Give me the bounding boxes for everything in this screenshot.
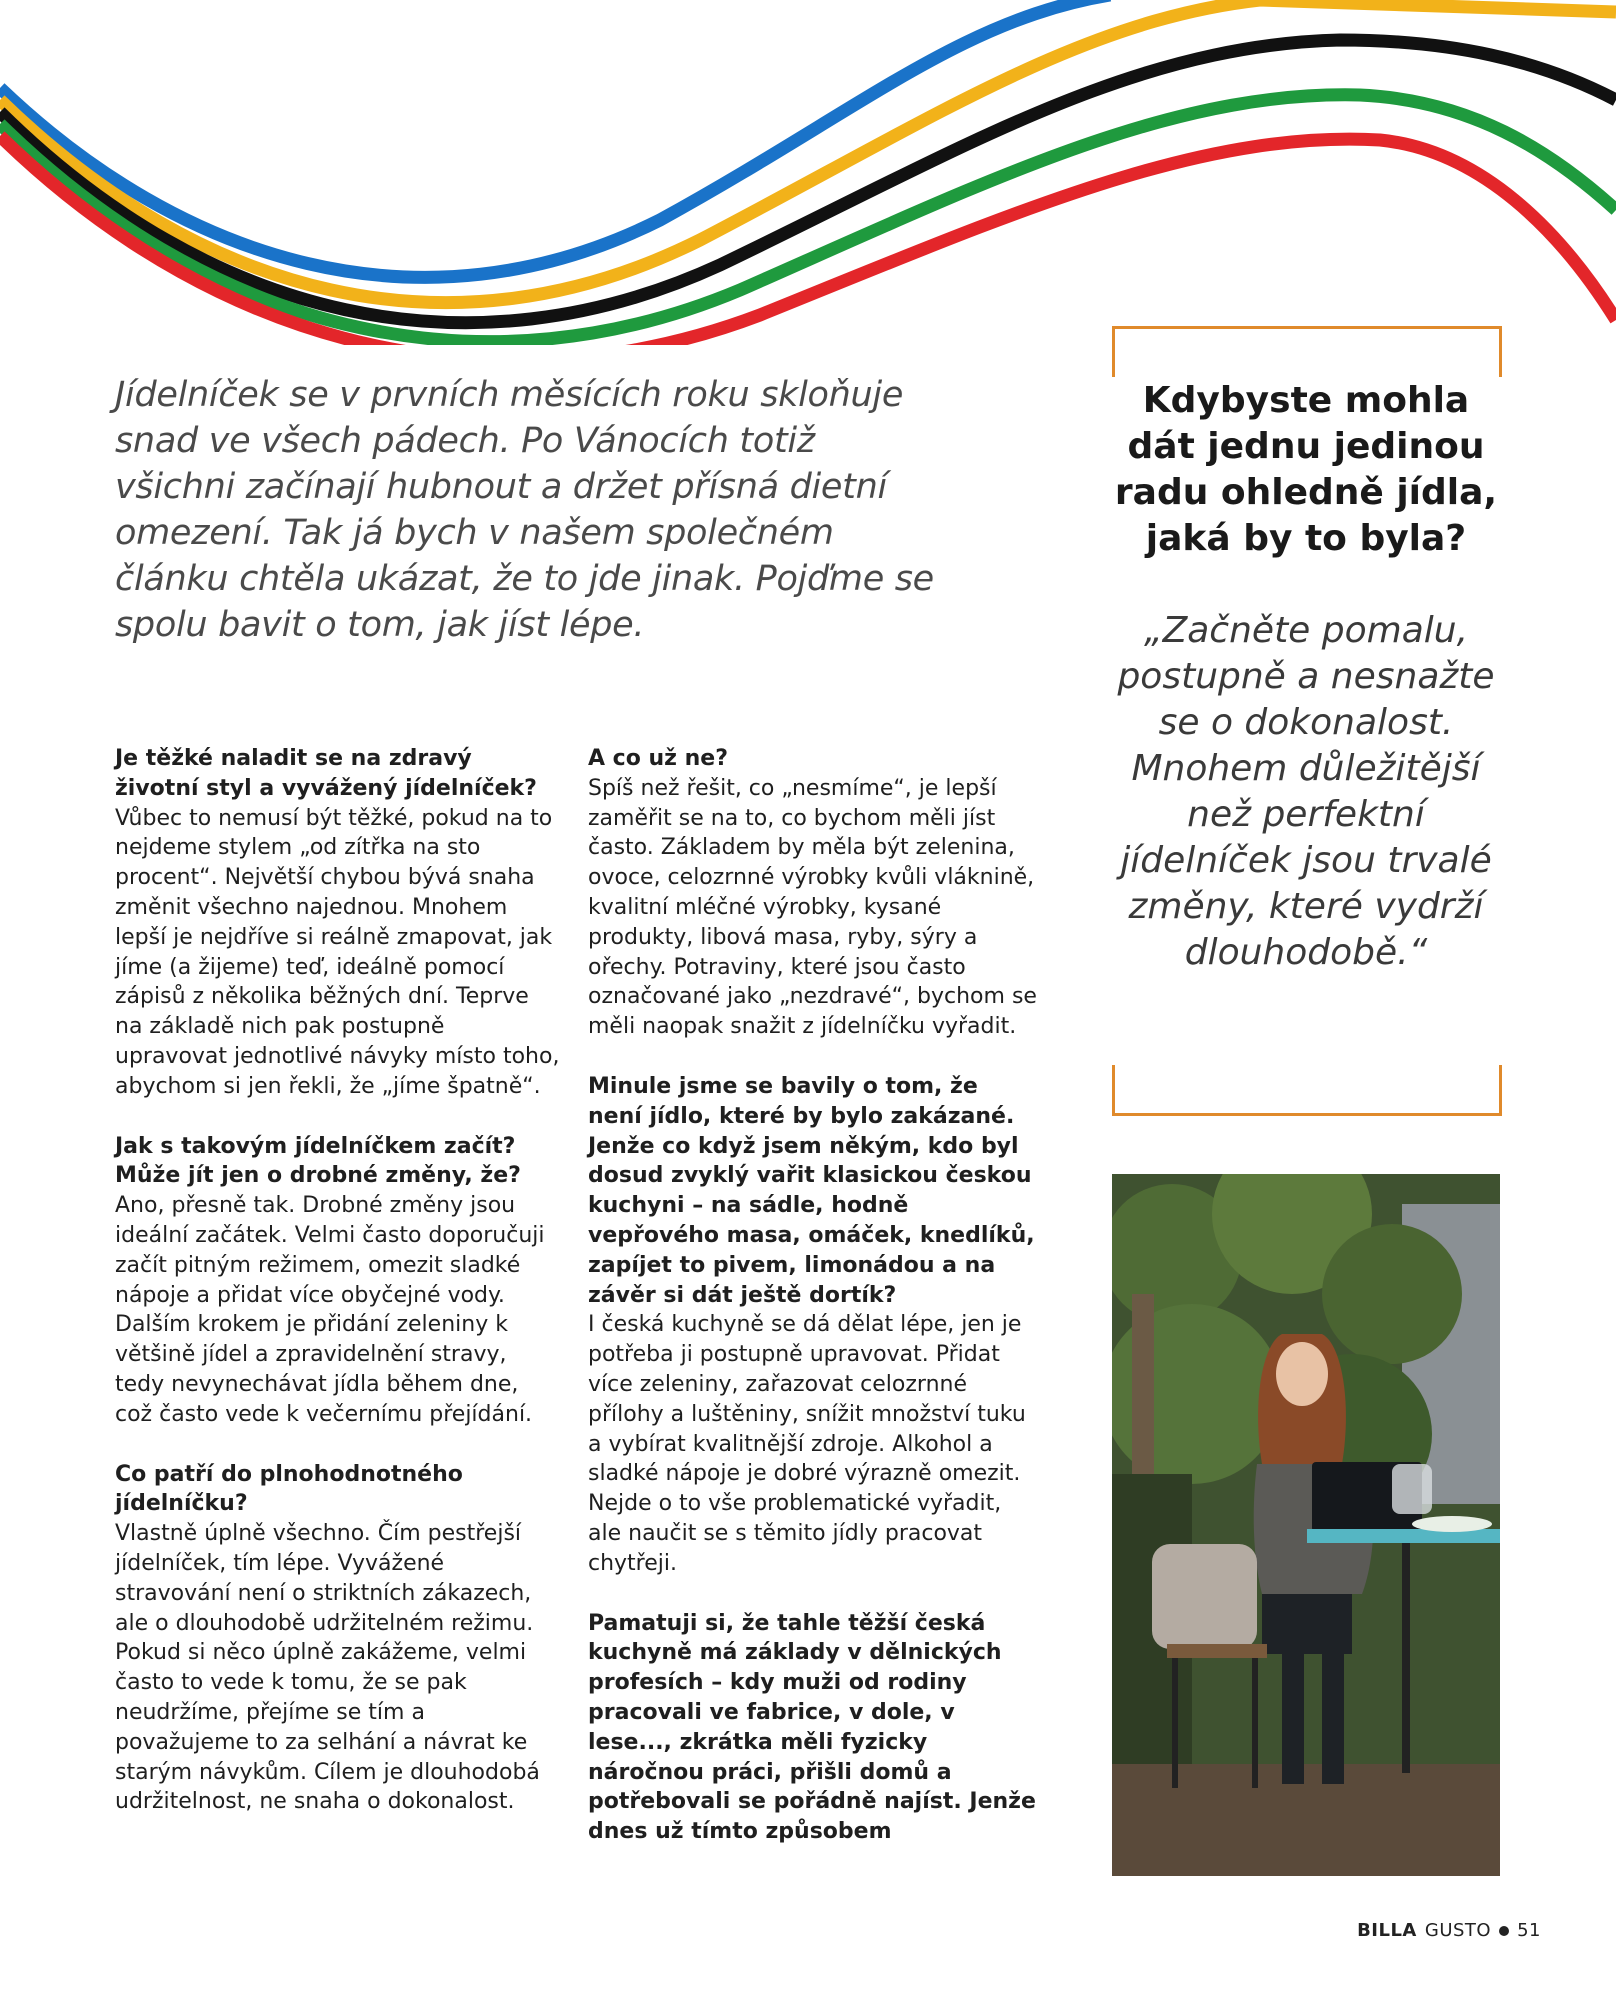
article-column-left [115,744,560,1847]
answer-text: Ano, přesně tak. Drobné změny jsou ideální začátek. Velmi často doporučuji začít pitným režimem, omezit sladké nápoje a přidat více obyčejné vody. Dalším krokem je přidání zeleniny k většině jídel a zpravidelnění stravy, tedy nevynechávat jídla během dne, což často vede k večernímu přejídání. [115,1193,545,1427]
intro-paragraph: Jídelníček se v prvních měsících roku skloňuje snad ve všech pádech. Po Vánocích totiž všichni začínají hubnout a držet přísná dietní omezení. Tak já bych v našem společném článku chtěla ukázat, že to jde jinak. Pojďme se spolu bavit o tom, jak jíst lépe. [115,375,934,645]
sidebar-quote-box [1112,326,1500,1116]
question-heading: A co už ne? [588,746,728,771]
answer-text: Spíš než řešit, co „nesmíme“, je lepší zaměřit se na to, co bychom měli jíst často. Základem by měla být zelenina, ovoce, celozrnné výrobky kvůli vláknině, kvalitní mléčné výrobky, kysané produkty, libová masa, ryby, sýry a ořechy. Potraviny, které jsou často označované jako „nezdravé“, bychom se měli naopak snažit z jídelníčku vyřadit. [588,775,1037,1040]
quote-question: Kdybyste mohla dát jednu jedinou radu ohledně jídla, jaká by to byla? [1114,380,1498,559]
question-heading: Jak s takovým jídelníčkem začít? Může jít jen o drobné změny, že? [115,1133,521,1189]
question-heading: Minule jsme se bavily o tom, že není jídlo, které by bylo zakázané. Jenže co když jsem někým, kdo byl dosud zvyklý vařit klasickou českou kuchyni – na sádle, hodně vepřového masa, omáček, knedlíků, zapíjet to pivem, limonádou a na závěr si dát ještě dortík? [588,1073,1035,1308]
answer-text: Vlastně úplně všechno. Čím pestřejší jídelníček, tím lépe. Vyvážené stravování není o striktních zákazech, ale o dlouhodobě udržitelném režimu. Pokud si něco úplně zakážeme, velmi často to vede k tomu, že se pak neudržíme, přejíme se tím a považujeme to za selhání a návrat ke starým návykům. Cílem je dlouhodobá udržitelnost, ne snaha o dokonalost. [115,1521,540,1815]
footer-magazine: GUSTO [1424,1920,1492,1941]
article-column-middle [588,744,1038,1877]
lead-text: Pamatuji si, že tahle těžší česká kuchyně má základy v dělnických profesích – kdy muži od rodiny pracovali ve fabrice, v dole, v lese..., zkrátka měli fyzicky náročnou práci, přišli domů a potřebovali se pořádně najíst. Jenže dnes už tímto způsobem [588,1610,1036,1845]
quote-frame-top [1112,326,1502,377]
qa-block [115,1460,560,1818]
footer-brand: BILLA [1357,1920,1417,1941]
bullet-dot-icon [1499,1926,1509,1936]
question-heading: Co patří do plnohodnotného jídelníčku? [115,1461,463,1517]
answer-text: I česká kuchyně se dá dělat lépe, jen je potřeba ji postupně upravovat. Přidat více zeleniny, zařazovat celozrnné přílohy a luštěniny, snížit množství tuku a vybírat kvalitnější zdroje. Alkohol a sladké nápoje je dobré výrazně omezit. Nejde o to vše problematické vyřadit, ale naučit se s těmito jídly pracovat chytřeji. [588,1312,1026,1576]
photo-woman-at-cafe [1112,1174,1500,1876]
page-number: 51 [1517,1920,1541,1941]
qa-block [115,1132,560,1430]
olympic-ribbons-graphic [0,0,1616,345]
question-heading: Je těžké naladit se na zdravý životní styl a vyvážený jídelníček? [115,746,537,801]
answer-text: Vůbec to nemusí být těžké, pokud na to nejdeme stylem „od zítřka na sto procent“. Největší chybou bývá snaha změnit všechno najednou. Mnohem lepší je nejdříve si reálně zmapovat, jak jíme (a žijeme) teď, ideálně pomocí zápisů z několika běžných dní. Teprve na základě nich pak postupně upravovat jednotlivé návyky místo toho, abychom si jen řekli, že „jíme špatně“. [115,805,560,1099]
qa-block [115,744,560,1102]
quote-frame-bottom [1112,1065,1502,1116]
bold-paragraph [588,1609,1038,1847]
page-footer [1357,1920,1541,1941]
qa-block [588,1072,1038,1579]
quote-answer: „Začněte pomalu, postupně a nesnažte se o dokonalost. Mnohem důležitější než perfektní jídelníček jsou trvalé změny, které vydrží dlouhodobě.“ [1117,610,1495,973]
qa-block [588,744,1038,1042]
